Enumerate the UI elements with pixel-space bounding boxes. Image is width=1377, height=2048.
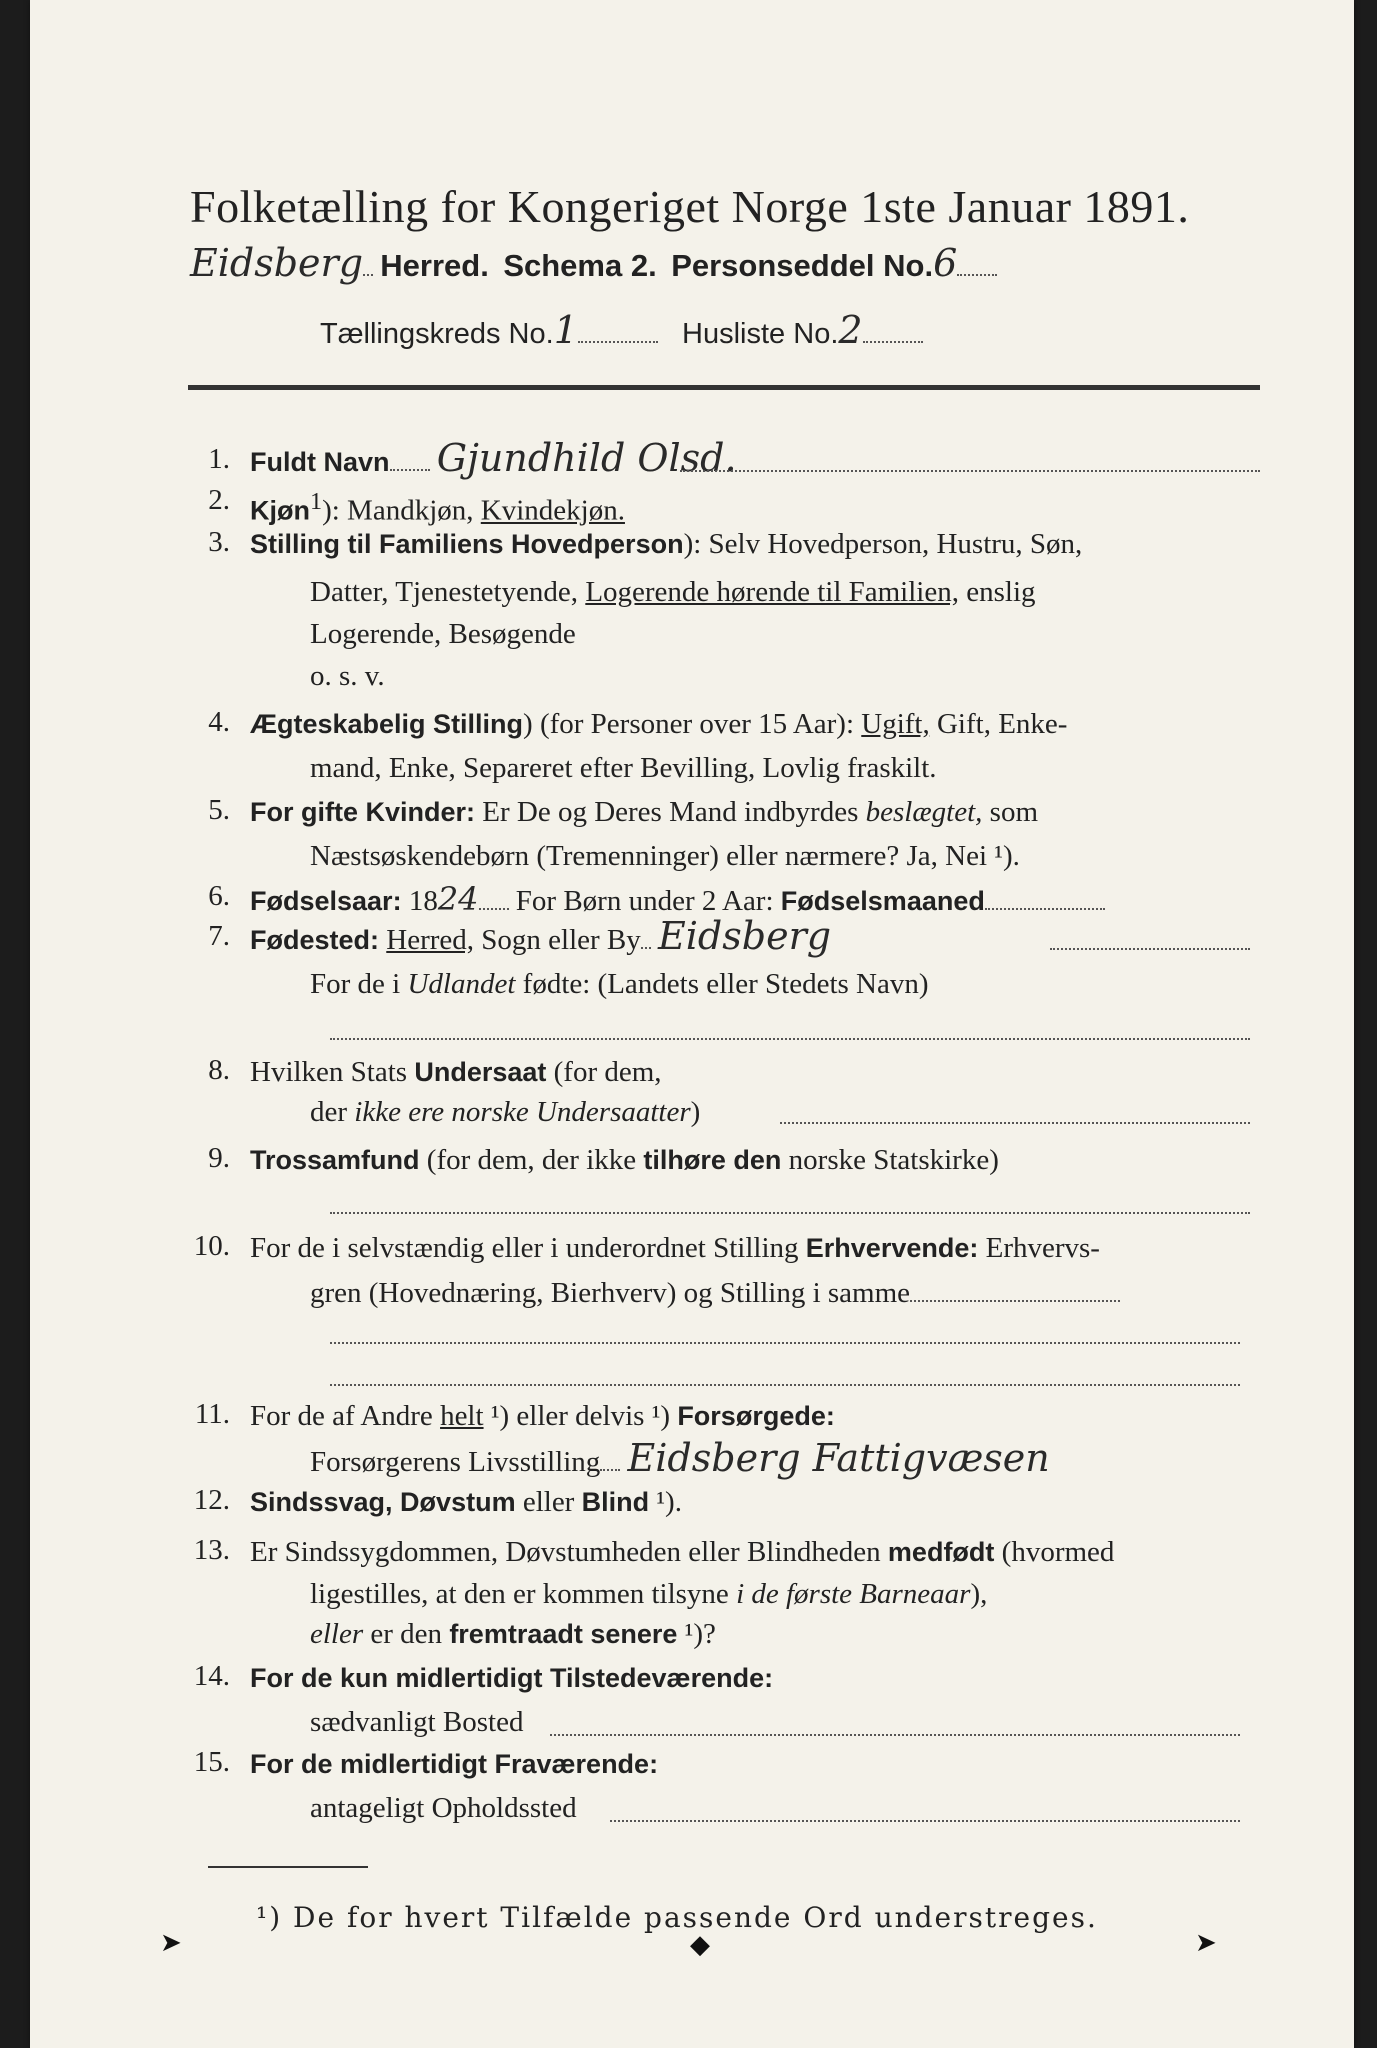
q1-fill (680, 470, 1260, 472)
q1-value: Gjundhild Olsd. (436, 436, 737, 480)
census-form (30, 0, 1354, 2048)
q15-text2: antageligt Opholdssted (310, 1792, 577, 1824)
q13-text3b: er den (363, 1618, 450, 1650)
q3-line-1 (250, 526, 1082, 562)
corner-mark-center-icon: ◆ (690, 1930, 710, 1960)
q10-line-1 (250, 1230, 1100, 1266)
q1-line (250, 436, 737, 480)
q3-line-3: Logerende, Besøgende (310, 618, 576, 650)
q4-label: Ægteskabelig Stilling (250, 709, 524, 739)
q4-number: 4. (208, 706, 230, 738)
q13-number: 13. (193, 1534, 230, 1566)
q5-label: For gifte Kvinder: (250, 797, 476, 827)
q10-fill-2 (330, 1384, 1240, 1386)
personseddel-value: 6 (933, 241, 958, 285)
q5-text1c: som (982, 796, 1038, 828)
q11-text1a: For de af Andre (250, 1400, 441, 1432)
q4-text1c: Gift, Enke- (929, 708, 1068, 740)
q10-number: 10. (193, 1230, 230, 1262)
q3-line-4: o. s. v. (310, 660, 385, 692)
q13-text2b: i de første Barneaar (736, 1578, 971, 1610)
q13-text2a: ligestilles, at den er kommen tilsyne (310, 1578, 737, 1610)
q7-line-2 (310, 966, 929, 1002)
q15-fill (610, 1820, 1240, 1822)
kreds-label: Tællingskreds No. (320, 318, 554, 350)
q15-line-2 (310, 1790, 577, 1826)
q11-label: Forsørgede: (677, 1401, 835, 1431)
q9-label: Trossamfund (250, 1145, 420, 1175)
q4-line-2: mand, Enke, Separeret efter Bevilling, Lovlig fraskilt. (310, 752, 937, 784)
husliste-label: Husliste No. (682, 318, 839, 350)
q6-label2: Fødselsmaaned (780, 886, 985, 916)
q14-number: 14. (193, 1660, 230, 1692)
q3-number: 3. (208, 526, 230, 558)
q10-line-2 (310, 1272, 1120, 1311)
corner-mark-left-icon: ➤ (160, 1928, 182, 1958)
q2-number: 2. (208, 484, 230, 516)
q7-text2a: For de i (310, 968, 408, 1000)
q2-text-a: ): Mandkjøn, (322, 494, 481, 527)
q10-text1b: Erhvervs- (978, 1232, 1100, 1264)
herred-value: Eidsberg (190, 241, 364, 285)
q13-text3a: eller (310, 1618, 364, 1650)
q5-text1b: beslægtet, (865, 796, 983, 828)
q3-text2a: Datter, Tjenestetyende, (310, 576, 586, 608)
q3-label: Stilling til Familiens Hovedperson (250, 529, 684, 559)
q14-label: For de kun midlertidigt Tilstedeværende: (250, 1663, 774, 1693)
q13-text1a: Er Sindssygdommen, Døvstumheden eller Blindheden (250, 1536, 888, 1568)
q15-line-1 (250, 1746, 658, 1782)
q6-year-prefix: 18 (401, 885, 438, 917)
q8-line-1 (250, 1054, 662, 1090)
q14-line-1 (250, 1660, 773, 1696)
q8-text2b: ikke ere norske Undersaatter (354, 1096, 691, 1128)
q1-label: Fuldt Navn (250, 447, 390, 477)
q11-text2: Forsørgerens Livsstilling (310, 1446, 601, 1478)
q8-text1b: (for dem, (546, 1056, 662, 1088)
q8-fill (780, 1122, 1250, 1124)
q8-label: Undersaat (414, 1057, 547, 1087)
q11-number: 11. (194, 1398, 230, 1430)
q13-text2c: ), (970, 1578, 988, 1610)
q12-label: Sindssvag, Døvstum (250, 1487, 516, 1517)
q7-fill-2 (330, 1038, 1250, 1040)
q7-line-1 (250, 914, 832, 958)
q8-text2a: der (310, 1096, 355, 1128)
q11-line-2 (310, 1436, 1050, 1480)
q7-label: Fødested: (250, 925, 380, 955)
q5-line-2: Næstsøskendebørn (Tremenninger) eller nærmere? Ja, Nei ¹). (310, 840, 1020, 872)
q4-text1a: ) (for Personer over 15 Aar): (523, 708, 862, 740)
kreds-value: 1 (553, 308, 578, 352)
q7-text2c: fødte: (Landets eller Stedets Navn) (515, 968, 929, 1000)
q12-text: eller (515, 1486, 582, 1518)
q9-fill (330, 1212, 1250, 1214)
q3-line-2 (310, 574, 1036, 610)
q11-text1b: helt (440, 1400, 484, 1432)
header-rule (188, 385, 1260, 390)
q13-line-3 (310, 1616, 716, 1652)
q13-text3c: ¹)? (677, 1618, 716, 1650)
q7-text1c: Sogn eller By (474, 924, 641, 956)
q13-line-2 (310, 1576, 987, 1612)
q9-line (250, 1142, 999, 1178)
q8-number: 8. (208, 1054, 230, 1086)
q10-label: Erhvervende: (805, 1233, 979, 1263)
q3-text2c: enslig (958, 576, 1036, 608)
q7-text2b: Udlandet (407, 968, 516, 1000)
q9-bold2: tilhøre den (643, 1145, 782, 1175)
q2-sup: 1 (310, 488, 323, 515)
q6-year-value: 24 (437, 880, 479, 918)
q6-label: Fødselsaar: (250, 886, 402, 916)
q13-text1b: (hvormed (994, 1536, 1115, 1568)
husliste-value: 2 (838, 308, 863, 352)
herred-line (190, 241, 997, 285)
q13-line-1 (250, 1534, 1114, 1570)
q10-fill-1 (330, 1342, 1240, 1344)
q14-text2: sædvanligt Bosted (310, 1706, 524, 1738)
q5-line-1 (250, 794, 1038, 830)
q12-tail: ¹). (649, 1486, 682, 1518)
footnote-rule (208, 1866, 368, 1868)
q7-value: Eidsberg (658, 914, 832, 958)
kreds-line (320, 308, 923, 352)
q9-text1: (for dem, der ikke (419, 1144, 644, 1176)
q5-number: 5. (208, 794, 230, 826)
q2-text-b: Kvindekjøn. (480, 494, 625, 527)
q14-fill (550, 1734, 1240, 1736)
q8-text2c: ) (690, 1096, 701, 1128)
q12-label2: Blind (581, 1487, 650, 1517)
q13-label3: fremtraadt senere (449, 1619, 678, 1649)
q5-text1a: Er De og Deres Mand indbyrdes (475, 796, 866, 828)
q8-line-2 (310, 1094, 700, 1130)
q12-line (250, 1484, 682, 1520)
q4-text1b: Ugift, (861, 708, 930, 740)
q12-number: 12. (193, 1484, 230, 1516)
form-title: Folketælling for Kongeriget Norge 1ste Januar 1891. (190, 181, 1190, 232)
q15-label: For de midlertidigt Fraværende: (250, 1749, 659, 1779)
q15-number: 15. (193, 1746, 230, 1778)
corner-mark-right-icon: ➤ (1195, 1928, 1217, 1958)
q13-label: medfødt (887, 1537, 995, 1567)
q11-value: Eidsberg Fattigvæsen (627, 1436, 1050, 1480)
q14-line-2 (310, 1704, 523, 1740)
q7-text1b: Herred, (386, 924, 475, 956)
q6-text: For Børn under 2 Aar: (508, 885, 781, 917)
personseddel-label: Personseddel No. (671, 248, 934, 283)
herred-label: Herred. (380, 248, 489, 283)
q11-line-1 (250, 1398, 835, 1434)
q3-text1: ): Selv Hovedperson, Hustru, Søn, (683, 528, 1083, 560)
q10-text1a: For de i selvstændig eller i underordnet Stilling (250, 1232, 806, 1264)
q2-label: Kjøn (250, 495, 310, 526)
q2-line (250, 484, 625, 529)
q4-line-1 (250, 706, 1067, 742)
footnote: ¹) De for hvert Tilfælde passende Ord understreges. (256, 1901, 1098, 1934)
q6-number: 6. (208, 880, 230, 912)
q9-text2: norske Statskirke) (781, 1144, 999, 1176)
q7-fill (1050, 948, 1250, 950)
q10-text2: gren (Hovednæring, Bierhverv) og Stilling i samme (310, 1277, 911, 1309)
schema-label: Schema 2. (503, 248, 657, 283)
q8-text1a: Hvilken Stats (250, 1056, 415, 1088)
q3-text2b: Logerende hørende til Familien, (585, 576, 959, 608)
q11-text1c: ¹) eller delvis ¹) (483, 1400, 678, 1432)
q7-number: 7. (208, 920, 230, 952)
q9-number: 9. (208, 1142, 230, 1174)
q1-number: 1. (208, 443, 230, 475)
